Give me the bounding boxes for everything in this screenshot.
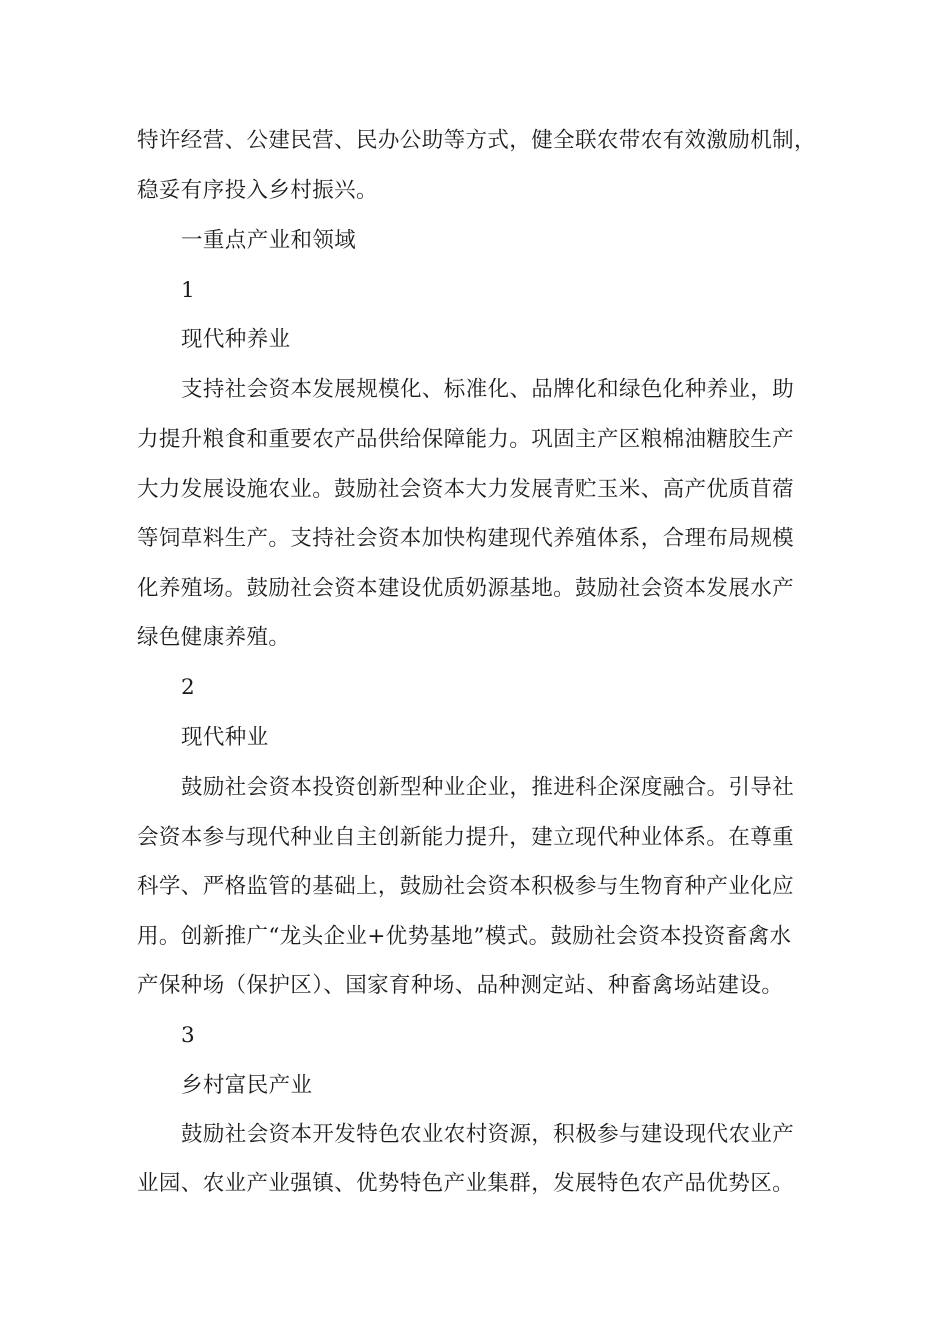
item-number: 3 (181, 1023, 196, 1048)
item-number: 2 (181, 675, 196, 700)
item-heading: 乡村富民产业 (181, 1073, 313, 1098)
item-heading: 现代种养业 (181, 327, 291, 352)
paragraph-line: 大力发展设施农业。鼓励社会资本大力发展青贮玉米、高产优质苜蓿 (137, 477, 795, 502)
paragraph-line: 支持社会资本发展规模化、标准化、品牌化和绿色化种养业，助 (181, 377, 795, 402)
paragraph-line: 科学、严格监管的基础上，鼓励社会资本积极参与生物育种产业化应 (137, 874, 795, 899)
paragraph-line: 会资本参与现代种业自主创新能力提升，建立现代种业体系。在尊重 (137, 825, 795, 850)
paragraph-line: 鼓励社会资本投资创新型种业企业，推进科企深度融合。引导社 (181, 775, 795, 800)
paragraph-line: 特许经营、公建民营、民办公助等方式，健全联农带农有效激励机制， (137, 128, 816, 153)
section-heading: 一重点产业和领域 (181, 228, 357, 253)
paragraph-line: 业园、农业产业强镇、优势特色产业集群，发展特色农产品优势区。 (137, 1171, 795, 1196)
paragraph-line: 用。创新推广“龙头企业+优势基地”模式。鼓励社会资本投资畜禽水 (137, 924, 792, 949)
paragraph-line: 鼓励社会资本开发特色农业农村资源，积极参与建设现代农业产 (181, 1122, 795, 1147)
item-heading: 现代种业 (181, 725, 269, 750)
paragraph-line: 等饲草料生产。支持社会资本加快构建现代养殖体系，合理布局规模 (137, 526, 795, 551)
item-number: 1 (181, 278, 196, 303)
paragraph-line: 稳妥有序投入乡村振兴。 (137, 178, 378, 203)
paragraph-line: 产保种场（保护区）、国家育种场、品种测定站、种畜禽场站建设。 (137, 973, 784, 998)
paragraph-line: 化养殖场。鼓励社会资本建设优质奶源基地。鼓励社会资本发展水产 (137, 576, 795, 601)
paragraph-line: 力提升粮食和重要农产品供给保障能力。巩固主产区粮棉油糖胶生产 (137, 427, 795, 452)
paragraph-line: 绿色健康养殖。 (137, 625, 291, 650)
